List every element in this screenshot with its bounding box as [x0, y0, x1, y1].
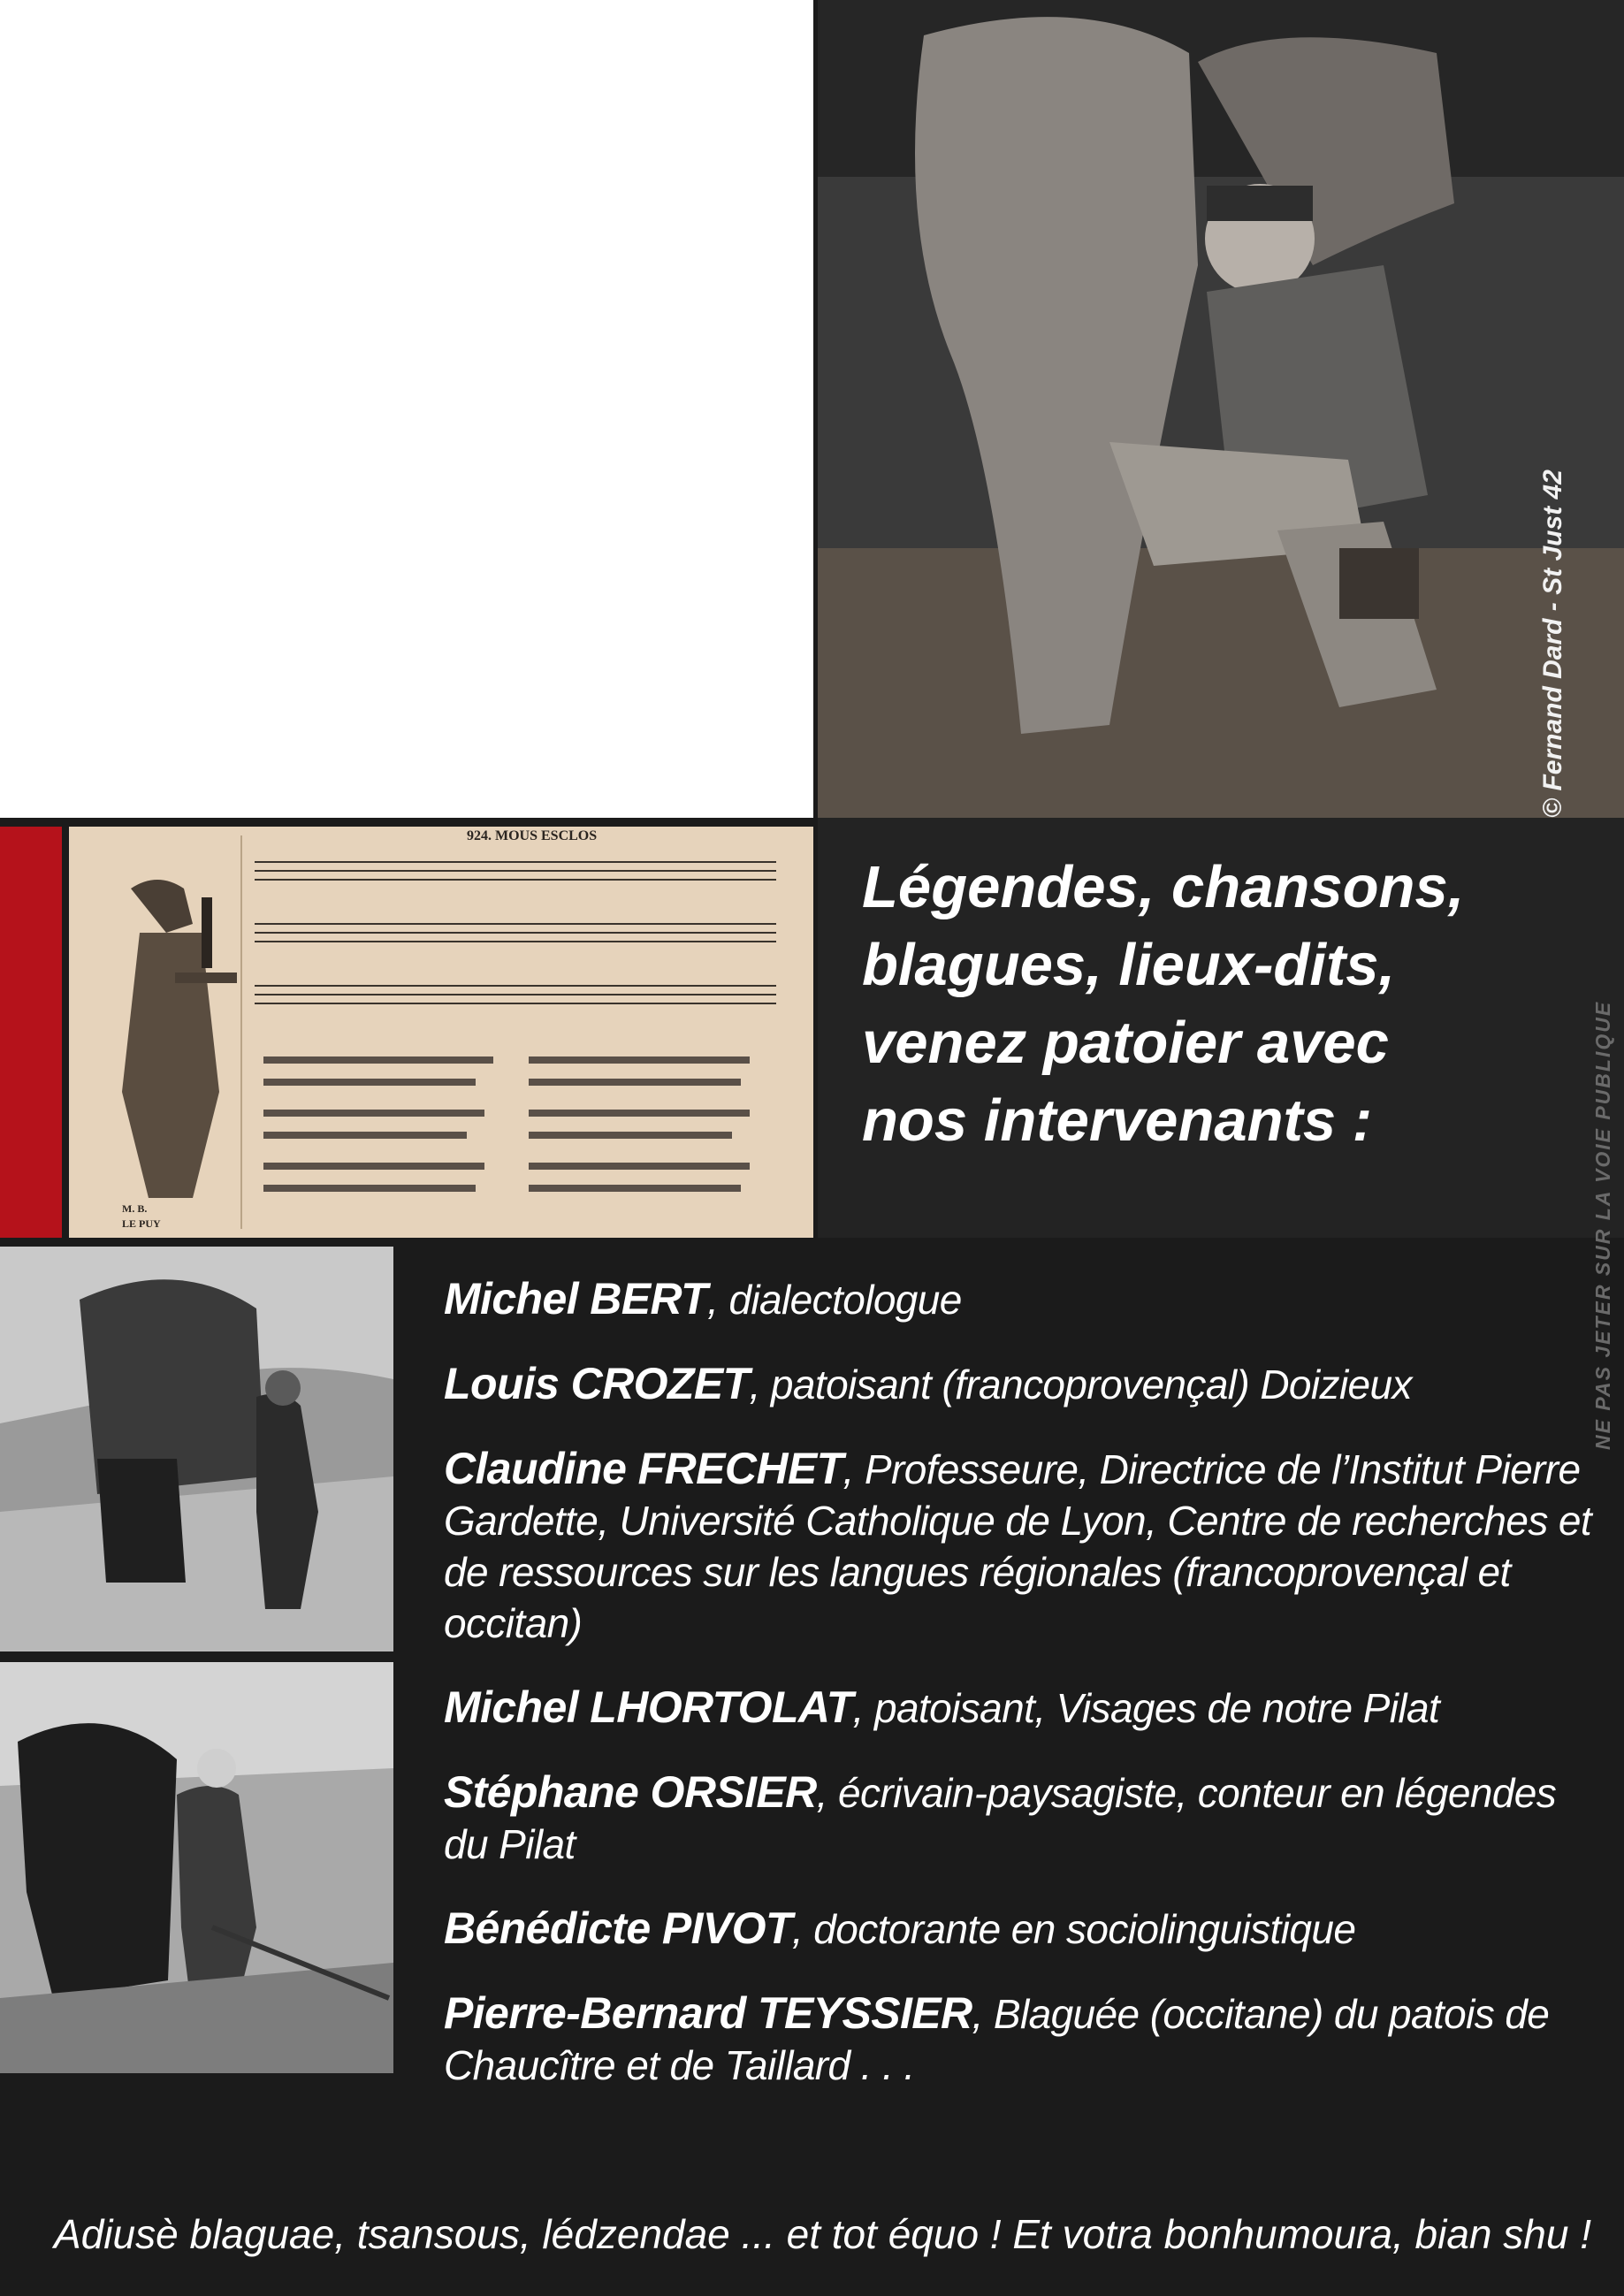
speaker-description: , Blaguée (occitane) du patois de Chaucître et de Taillard . . . [444, 1991, 1550, 2088]
speaker-name: Michel BERT [444, 1274, 708, 1323]
speaker-name: Pierre-Bernard TEYSSIER [444, 1988, 972, 2038]
speaker-description: , Professeure, Directrice de l’Institut Pierre Gardette, Université Catholique de Lyon, Centre de recherches et de ressources sur les langues régionales (francoprovençal et occitan) [444, 1446, 1592, 1646]
speaker-description: , dialectologue [707, 1277, 962, 1323]
intro-panel [0, 0, 813, 818]
plough-photo [0, 1662, 393, 2073]
speaker-description: , écrivain-paysagiste, conteur en légendes du Pilat [444, 1770, 1557, 1867]
photo-credit: © Fernand Dard - St Just 42 [1538, 469, 1567, 818]
song-title: 924. MOUS ESCLOS [467, 828, 598, 843]
speaker-name: Bénédicte PIVOT [444, 1903, 792, 1953]
speaker-description: , patoisant (francoprovençal) Doizieux [749, 1362, 1412, 1407]
speaker-entry [444, 1682, 1593, 1734]
speaker-name: Louis CROZET [444, 1359, 750, 1408]
speaker-name: Michel LHORTOLAT [444, 1682, 853, 1732]
side-note: NE PAS JETER SUR LA VOIE PUBLIQUE [1591, 1000, 1614, 1450]
speaker-entry [444, 1358, 1593, 1410]
speaker-description: , doctorante en sociolinguistique [791, 1906, 1356, 1952]
speaker-entry [444, 1273, 1593, 1325]
speaker-entry [444, 1987, 1593, 2091]
speaker-name: Stéphane ORSIER [444, 1767, 817, 1817]
speaker-entry [444, 1903, 1593, 1955]
heading-line4: nos intervenants : [862, 1087, 1373, 1154]
milking-photo [818, 0, 1624, 818]
speaker-list [444, 1273, 1593, 2124]
heading-line2: blagues, lieux-dits, [862, 932, 1396, 998]
speaker-entry [444, 1443, 1593, 1649]
heading-line3: venez patoier avec [862, 1010, 1389, 1076]
postcard-place: LE PUY [122, 1217, 161, 1230]
hay-cart-photo [0, 1247, 393, 1651]
speaker-name: Claudine FRECHET [444, 1444, 843, 1493]
heading-line1: Légendes, chansons, [862, 854, 1465, 920]
speaker-entry [444, 1766, 1593, 1870]
postcard-caption: M. B. [122, 1202, 148, 1215]
heading [862, 849, 1596, 1160]
postcard-image [69, 827, 813, 1238]
speaker-description: , patoisant, Visages de notre Pilat [852, 1685, 1440, 1731]
footer-text: Adiusè blaguae, tsansous, lédzendae ... et tot équo ! Et votra bonhumoura, bian shu ! [54, 2211, 1591, 2257]
red-accent-bar [0, 827, 62, 1238]
